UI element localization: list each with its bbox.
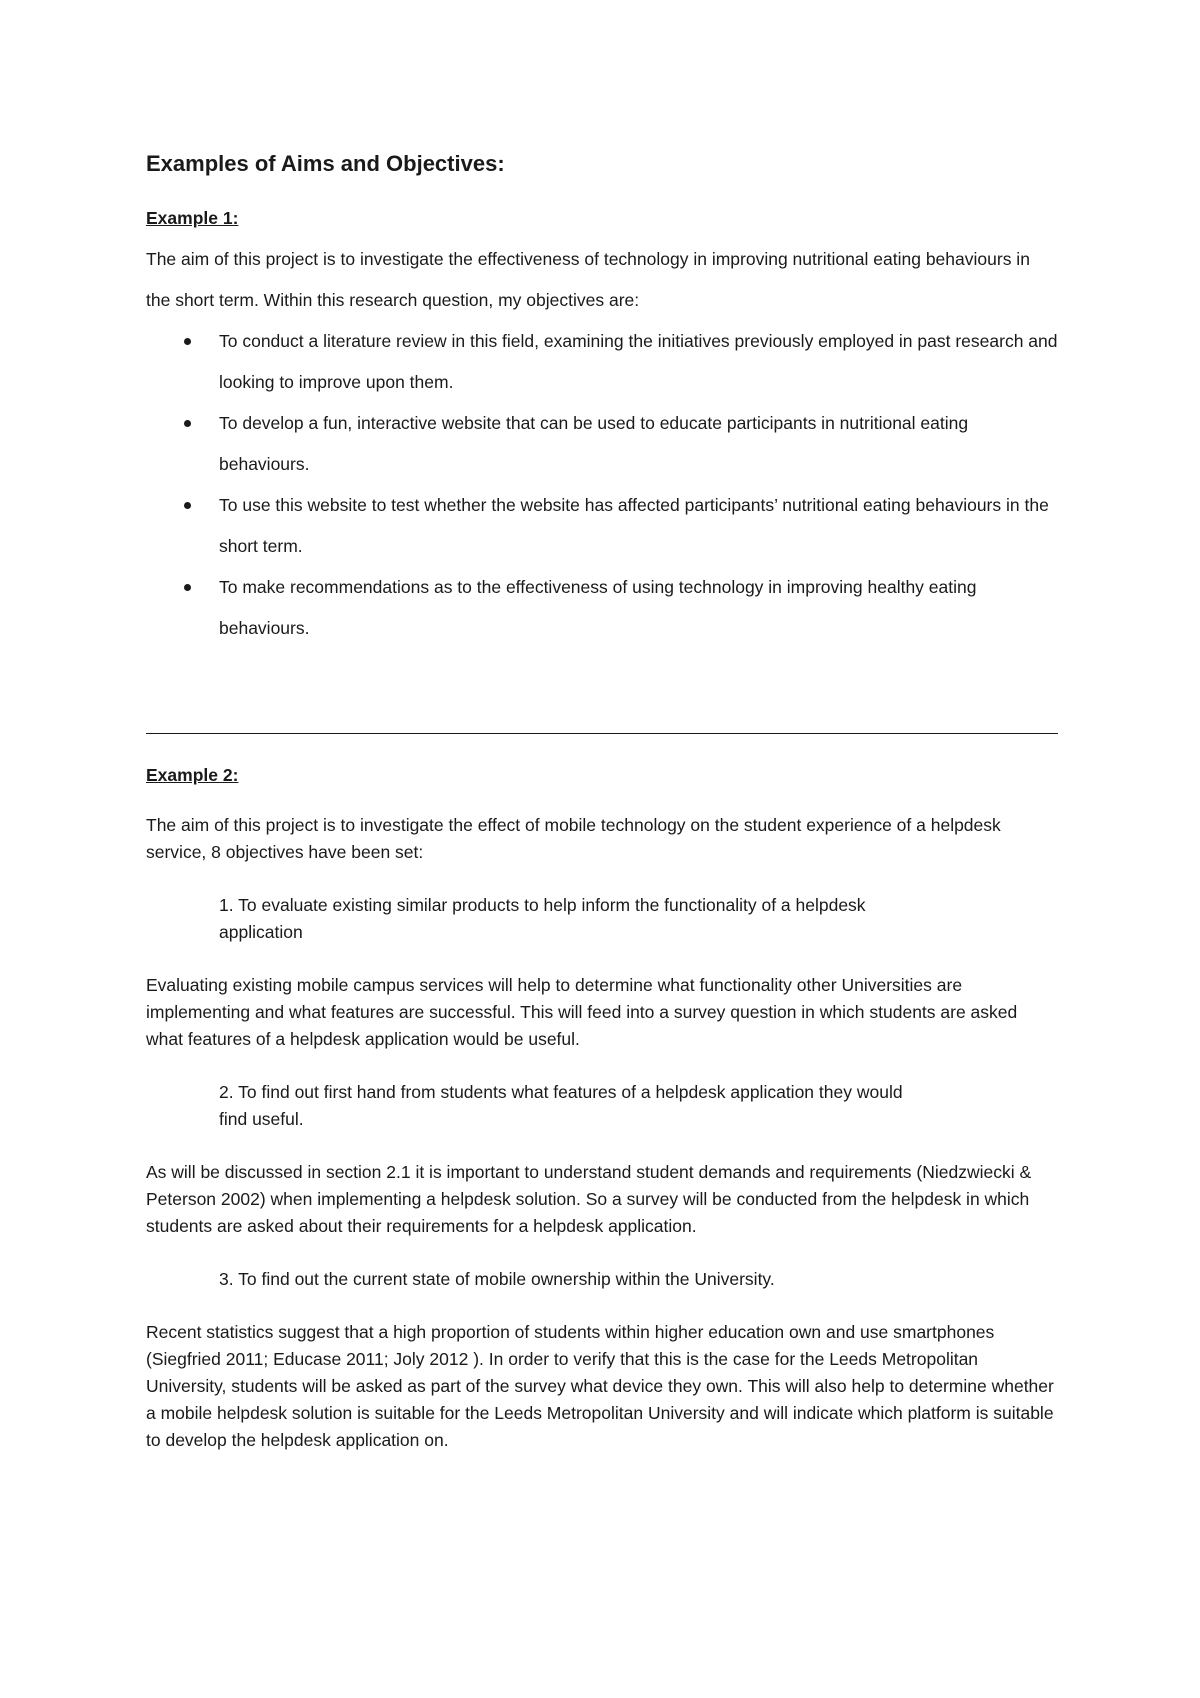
- bullet-icon: [184, 502, 191, 509]
- page-title: Examples of Aims and Objectives:: [146, 151, 505, 176]
- bullet-icon: [184, 584, 191, 591]
- example-2-section: [146, 764, 1058, 1454]
- list-item-text: To develop a fun, interactive website that can be used to educate participants in nutritional eating behaviours.: [219, 413, 969, 474]
- bullet-icon: [184, 420, 191, 427]
- objective-2-explanation: As will be discussed in section 2.1 it is important to understand student demands and requirements (Niedzwiecki & Peterson 2002) when implementing a helpdesk solution. So a survey will be conducted from the helpdesk in which students are asked about their requirements for a helpdesk application.: [146, 1162, 1032, 1236]
- objective-1-explanation: Evaluating existing mobile campus services will help to determine what functionality other Universities are implementing and what features are successful. This will feed into a survey question in which students are asked what features of a helpdesk application would be useful.: [146, 975, 1018, 1049]
- objectives-list: [146, 321, 1058, 649]
- list-item-text: To conduct a literature review in this field, examining the initiatives previously employed in past research and looking to improve upon them.: [219, 331, 1058, 392]
- bullet-icon: [184, 338, 191, 345]
- example-2-heading: Example 2:: [146, 765, 239, 785]
- list-item-text: To use this website to test whether the website has affected participants’ nutritional eating behaviours in the short term.: [219, 495, 1049, 556]
- list-item: [146, 403, 1058, 485]
- example-2-intro: The aim of this project is to investigate the effect of mobile technology on the student experience of a helpdesk service, 8 objectives have been set:: [146, 815, 1001, 862]
- example-1-intro: The aim of this project is to investigate the effectiveness of technology in improving nutritional eating behaviours in the short term. Within this research question, my objectives are:: [146, 249, 1030, 310]
- list-item: [146, 567, 1058, 649]
- section-divider: [146, 733, 1058, 734]
- list-item-text: To make recommendations as to the effectiveness of using technology in improving healthy eating behaviours.: [219, 577, 977, 638]
- objective-2: 2. To find out first hand from students what features of a helpdesk application they would find useful.: [219, 1082, 903, 1129]
- example-1-section: [146, 150, 1058, 649]
- objective-1: 1. To evaluate existing similar products to help inform the functionality of a helpdesk application: [219, 895, 866, 942]
- objective-3: 3. To find out the current state of mobile ownership within the University.: [219, 1269, 775, 1289]
- objective-3-explanation: Recent statistics suggest that a high proportion of students within higher education own and use smartphones (Siegfried 2011; Educase 2011; Joly 2012 ). In order to verify that this is the case for the Leeds Metropolitan University, students will be asked as part of the survey what device they own. This will also help to determine whether a mobile helpdesk solution is suitable for the Leeds Metropolitan University and will indicate which platform is suitable to develop the helpdesk application on.: [146, 1322, 1054, 1450]
- list-item: [146, 485, 1058, 567]
- list-item: [146, 321, 1058, 403]
- example-1-heading: Example 1:: [146, 208, 239, 228]
